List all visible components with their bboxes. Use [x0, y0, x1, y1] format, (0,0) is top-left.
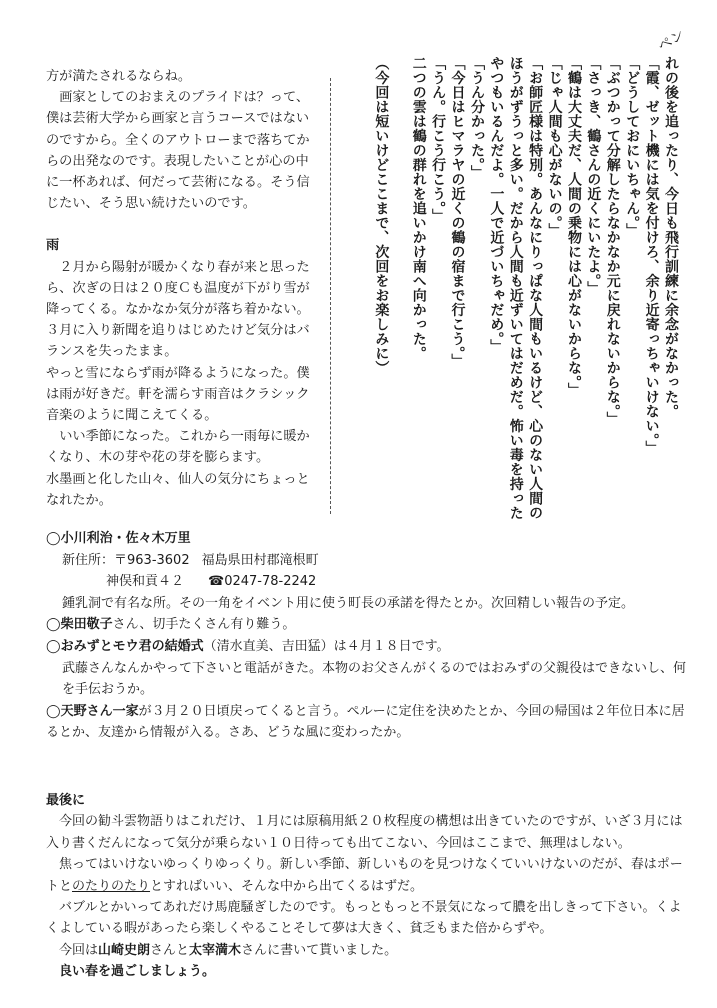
story-line: 「じゃ人間も心がないの。」 [546, 56, 563, 238]
phone-number: ☎0247-78-2242 [208, 574, 317, 590]
bullet-icon: ◯ [46, 638, 61, 654]
rain-paragraph-2: やっと雪にならず雨が降るようになった。僕は雨が好きだ。軒を濡らす雨音はクラシック音楽のように聞こえてくる。 [46, 365, 310, 424]
news-item-3 [46, 636, 686, 658]
news-item-3-date: は４月１８日です。 [333, 638, 450, 654]
story-line: 「どうしておにいちゃん。」 [624, 56, 641, 238]
news-item-1-address-2 [46, 571, 686, 593]
news-item-3-text: 武藤さんなんかやって下さいと電話がきた。本物のお父さんがくるのではおみずの父親役はできないし、何を手伝おうか。 [62, 660, 687, 698]
news-item-3-name: おみずとモウ君の結婚式 [60, 638, 204, 654]
story-line: 「うん。行こう行こう。」 [430, 56, 447, 223]
column-divider [330, 78, 331, 514]
rain-heading: 雨 [46, 238, 60, 254]
news-section [46, 528, 686, 744]
closing-paragraph-3: バブルとかいってあれだけ馬鹿騒ぎしたのです。もっともっと不景気になって膿を出しきって下さい。くよくよしている暇があったら楽しくやることそして夢は大きく、貧乏もまた倍からずや。 [46, 900, 682, 937]
story-line: 「ぶつかって分解したらなかなか元に戻れないからな。」 [604, 56, 621, 426]
story-line: 「お師匠様は特別。あんなにりっぱな人間もいるけど、心のない人間のほうがずうっと多い。だから人間も近ずいてはだめだ。怖い毒を持ったやつもいるんだよ。一人で近づいちゃだめ。」 [488, 56, 544, 520]
rain-paragraph-3: いい季節になった。これから一雨毎に暖かくなり、木の芽や花の芽を膨らます。 [46, 429, 310, 466]
rain-paragraph-1: ２月から陽射が暖かくなり春が来と思ったら、次ぎの日は２０度Ｃも温度が下がり雪が降ってくる。なかなか気分が落ち着かない。３月に入り新聞を追りはじめたけど気分はバランスを失ったまま。 [46, 259, 310, 360]
closing-p4-a: 今回は [59, 942, 99, 958]
address-line-2: 神俣和貢４２ [106, 574, 185, 590]
news-item-4 [46, 701, 686, 744]
postal-code: 〒963-3602 [114, 552, 190, 568]
news-item-2 [46, 614, 686, 636]
news-item-1-address [46, 550, 686, 572]
bullet-icon: ◯ [46, 531, 61, 546]
bullet-icon: ◯ [46, 617, 61, 633]
address-label: 新住所： [62, 552, 115, 568]
story-line: 「うん分かった。」 [468, 56, 485, 180]
closing-greeting: 良い春を過ごしましょう。 [59, 964, 216, 980]
closing-paragraph-2 [46, 854, 686, 897]
closing-p4-b: さんと [150, 942, 190, 958]
closing-p4-c: さんに書いて貰いました。 [241, 942, 398, 958]
left-column [46, 66, 316, 511]
artist-paragraph: 画家としてのおまえのプライドは？って、僕は芸術大学から画家と言うコースではないのですから。全くのアウトローまで落ちてからの出発なのです。表現したいことが心の中に一杯あれば、何だって芸術になる。そう信じたい、そう思い続けたいのです。 [46, 90, 310, 212]
address-line-1: 福島県田村郡滝根町 [201, 552, 319, 568]
news-item-4-text: が３月２０日頃戻ってくると言う。ペルーに定住を決めたとか、今回の帰国は２年位日本に居るとか、友達から情報が入る。さあ、どうな風に変わったか。 [46, 703, 685, 741]
closing-section [46, 790, 686, 983]
news-item-1-name: 小川利治・佐々木万里 [60, 531, 191, 546]
rain-paragraph-4: 水墨画と化した山々、仙人の気分にちょっとなれたか。 [46, 471, 310, 508]
news-item-1-title [46, 528, 686, 550]
closing-paragraph-1: 今回の勧斗雲物語りはこれだけ、１月には原稿用紙２０枚程度の構想は出きていたのですが、いざ３月には入り書くだんになって気分が乗らない１０日待っても出てこない、今回はここまで、無理はしない。 [46, 814, 683, 851]
author-name-2: 太宰満木 [189, 942, 242, 958]
closing-heading: 最後に [46, 793, 86, 808]
bullet-icon: ◯ [46, 703, 61, 719]
news-item-1-text: 鍾乳洞で有名な所。その一角をイベント用に使う町長の承諾を得たとか。次回精しい報告の予定。 [62, 595, 635, 611]
story-line: 「今日はヒマラヤの近くの鶴の宿まで行こう。」 [449, 56, 466, 368]
news-item-2-name: 柴田敬子 [60, 617, 113, 633]
news-item-4-name: 天野さん一家 [60, 703, 139, 719]
story-note: （今回は短いけどここまで、次回をお楽しみに） [373, 56, 390, 375]
closing-paragraph-4 [46, 940, 686, 961]
closing-p2-part-b: とすればいい、そんな中から出てくるはずだ。 [150, 878, 424, 894]
story-line: 二つの雲は鶴の群れを追いかけ南へ向かった。 [410, 56, 427, 361]
news-item-2-text: さん、切手たくさん有り難う。 [112, 617, 296, 633]
story-vertical-text [342, 56, 680, 526]
closing-p2-part-a: 焦ってはいけないゆっくりゆっくり。新しい季節、新しいものを見つけなくていいけないのだが、春はポートと [46, 857, 683, 894]
story-line: 「鶴は大丈夫だ、人間の乗物には心がないからな。」 [565, 56, 582, 397]
story-line: 「霞、ゼット機には気を付けろ、余り近寄っちゃいけない。」 [643, 56, 660, 455]
story-line: れの後を追ったり、今日も飛行訓練に余念がなかった。 [663, 56, 679, 419]
closing-p2-underlined: のたりのたり [72, 878, 151, 894]
news-item-3-paren: （清水直美、吉田猛） [203, 638, 334, 654]
pen-mark: ペン [655, 26, 688, 55]
story-line: 「さっき、鶴さんの近くにいたよ。」 [585, 56, 602, 296]
intro-line: 方が満たされるならね。 [46, 69, 192, 84]
author-name-1: 山崎史朗 [98, 942, 151, 958]
